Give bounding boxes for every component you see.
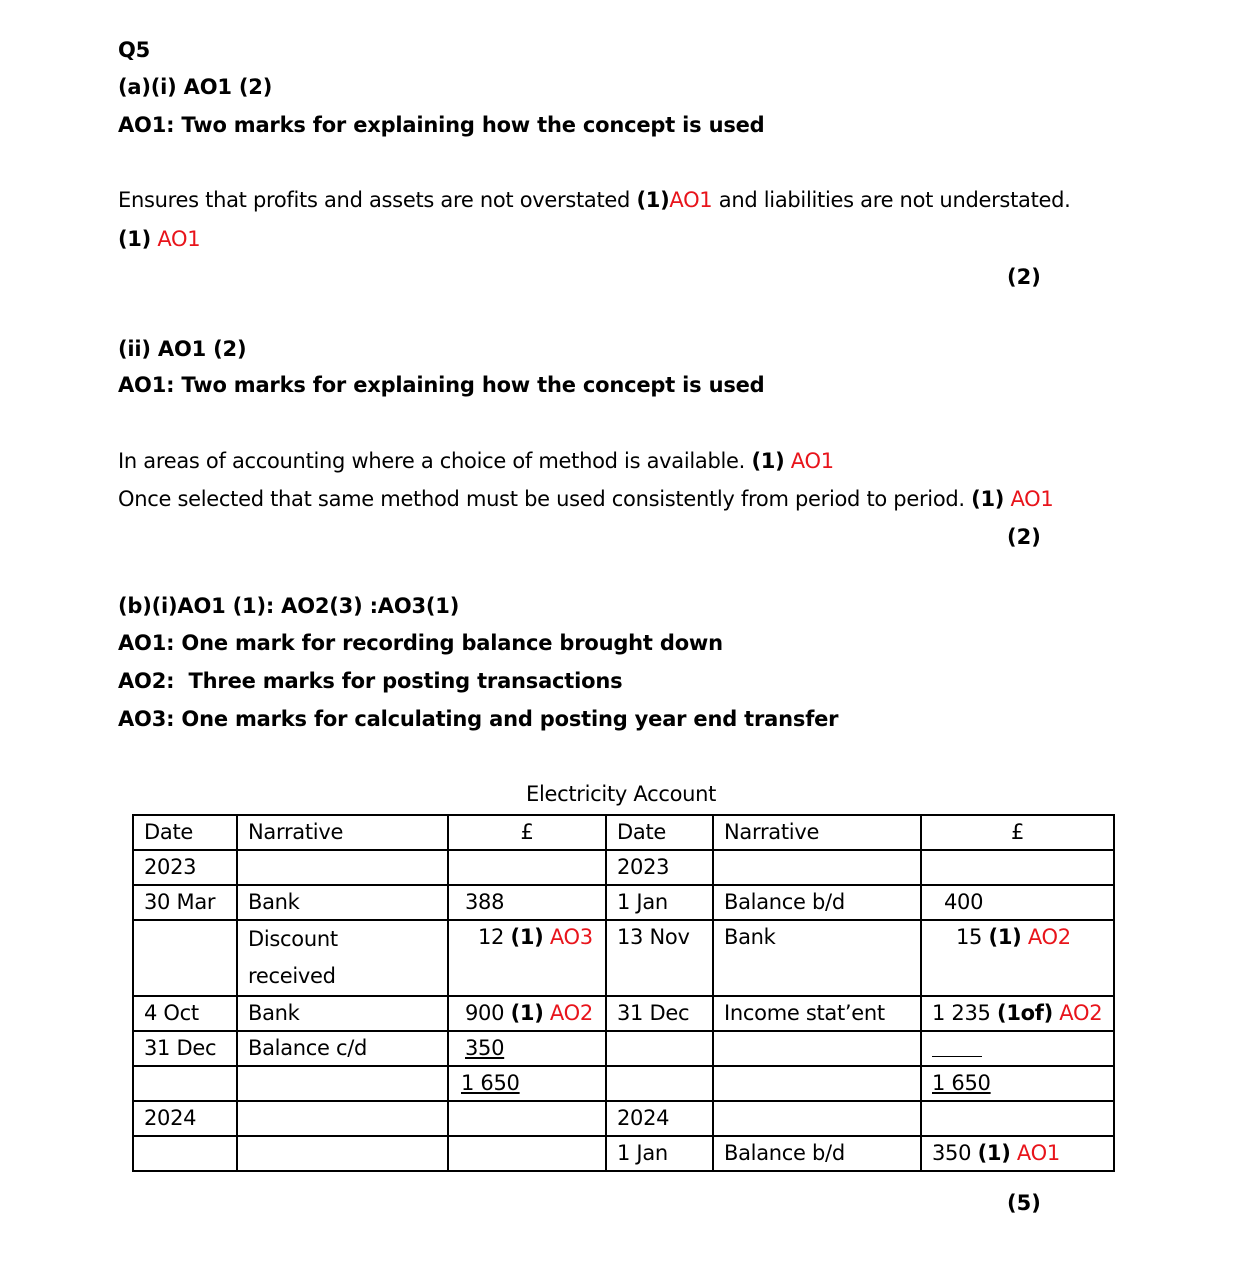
narrative-line: received <box>248 964 336 988</box>
cell-amount <box>921 996 1114 1031</box>
cell-narrative <box>237 850 448 885</box>
table-row <box>133 850 1114 885</box>
cell-date <box>133 920 237 996</box>
cell-narrative: Balance c/d <box>237 1031 448 1066</box>
narrative-line: Discount <box>248 927 338 951</box>
cell-date: 2023 <box>606 850 713 885</box>
cell-date: 4 Oct <box>133 996 237 1031</box>
cell-narrative: Income stat’ent <box>713 996 921 1031</box>
cell-date: 31 Dec <box>133 1031 237 1066</box>
header-amount-credit: £ <box>921 815 1114 850</box>
cell-amount: 388 <box>448 885 606 920</box>
cell-narrative <box>713 1101 921 1136</box>
cell-date <box>606 1066 713 1101</box>
cell-amount <box>448 920 606 996</box>
cell-date: 2024 <box>606 1101 713 1136</box>
part-a-i-answer-line-2 <box>118 227 200 251</box>
answer-text: In areas of accounting where a choice of method is available. <box>118 449 746 473</box>
amount-value: 1 235 <box>932 1001 991 1025</box>
part-b-i-criteria-ao2: AO2: Three marks for posting transactions <box>118 669 623 693</box>
cell-amount <box>921 1136 1114 1171</box>
cell-date <box>133 1136 237 1171</box>
mark-indicator: (1) <box>988 925 1022 949</box>
table-row <box>133 1066 1114 1101</box>
cell-narrative: Bank <box>237 885 448 920</box>
electricity-account-table <box>132 814 1115 1172</box>
mark-indicator: (1) <box>977 1141 1011 1165</box>
ao-code: AO2 <box>549 1001 593 1025</box>
part-b-i-criteria-ao1: AO1: One mark for recording balance brought down <box>118 631 723 655</box>
cell-narrative <box>713 1066 921 1101</box>
question-number: Q5 <box>118 38 151 62</box>
part-a-ii-criteria: AO1: Two marks for explaining how the concept is used <box>118 373 765 397</box>
mark-indicator: (1) <box>510 925 544 949</box>
part-b-i-criteria-ao3: AO3: One marks for calculating and posting year end transfer <box>118 707 839 731</box>
cell-date: 30 Mar <box>133 885 237 920</box>
ao-code: AO1 <box>1010 487 1054 511</box>
cell-amount <box>921 1066 1114 1101</box>
ao-code: AO2 <box>1059 1001 1103 1025</box>
cell-narrative <box>237 1101 448 1136</box>
cell-amount <box>921 850 1114 885</box>
ao-code: AO1 <box>1016 1141 1060 1165</box>
table-row <box>133 1101 1114 1136</box>
part-b-i-header: (b)(i)AO1 (1): AO2(3) :AO3(1) <box>118 594 460 618</box>
ao-code: AO1 <box>790 449 834 473</box>
cell-date <box>133 1066 237 1101</box>
part-a-i-header: (a)(i) AO1 (2) <box>118 75 273 99</box>
part-a-ii-answer-line-2 <box>118 487 1053 511</box>
cell-narrative <box>713 850 921 885</box>
header-narrative-debit: Narrative <box>237 815 448 850</box>
mark-indicator: (1) <box>971 487 1005 511</box>
part-b-i-total-marks: (5) <box>1007 1191 1041 1215</box>
amount-value: 350 <box>932 1141 972 1165</box>
cell-date: 13 Nov <box>606 920 713 996</box>
part-a-i-total-marks: (2) <box>1007 265 1041 289</box>
cell-amount <box>448 1066 606 1101</box>
table-row <box>133 885 1114 920</box>
ao-code: AO3 <box>549 925 593 949</box>
ao-code: AO1 <box>157 227 201 251</box>
total-rule-line <box>932 1056 982 1057</box>
amount-total: 1 650 <box>932 1071 991 1095</box>
cell-narrative <box>713 1031 921 1066</box>
cell-amount <box>921 1031 1114 1066</box>
cell-amount <box>448 850 606 885</box>
cell-narrative <box>237 1136 448 1171</box>
part-a-ii-header: (ii) AO1 (2) <box>118 337 247 361</box>
cell-narrative: Balance b/d <box>713 1136 921 1171</box>
cell-narrative <box>237 1066 448 1101</box>
mark-indicator: (1) <box>751 449 785 473</box>
table-row <box>133 920 1114 996</box>
cell-amount <box>448 996 606 1031</box>
ao-code: AO2 <box>1027 925 1071 949</box>
answer-text: Ensures that profits and assets are not overstated <box>118 188 631 212</box>
cell-amount <box>921 1101 1114 1136</box>
amount-value: 15 <box>956 925 983 949</box>
cell-narrative <box>237 920 448 996</box>
part-a-i-criteria: AO1: Two marks for explaining how the concept is used <box>118 113 765 137</box>
cell-amount <box>448 1031 606 1066</box>
amount-total: 1 650 <box>461 1071 520 1095</box>
cell-amount <box>448 1136 606 1171</box>
header-narrative-credit: Narrative <box>713 815 921 850</box>
cell-date <box>606 1031 713 1066</box>
cell-amount <box>448 1101 606 1136</box>
mark-indicator: (1) <box>510 1001 544 1025</box>
cell-date: 2024 <box>133 1101 237 1136</box>
table-header-row <box>133 815 1114 850</box>
amount-value: 350 <box>465 1036 505 1060</box>
header-amount-debit: £ <box>448 815 606 850</box>
table-row <box>133 1136 1114 1171</box>
amount-value: 900 <box>465 1001 505 1025</box>
part-a-ii-total-marks: (2) <box>1007 525 1041 549</box>
header-date-debit: Date <box>133 815 237 850</box>
answer-text: Once selected that same method must be used consistently from period to period. <box>118 487 965 511</box>
mark-indicator: (1) <box>118 227 151 251</box>
table-row <box>133 996 1114 1031</box>
cell-date: 1 Jan <box>606 1136 713 1171</box>
part-a-ii-answer-line-1 <box>118 449 834 473</box>
cell-amount <box>921 920 1114 996</box>
account-title: Electricity Account <box>526 782 717 806</box>
cell-amount: 400 <box>921 885 1114 920</box>
part-a-i-answer-line-1 <box>118 188 1071 212</box>
cell-narrative: Bank <box>237 996 448 1031</box>
answer-text: and liabilities are not understated. <box>718 188 1071 212</box>
amount-value: 12 <box>478 925 505 949</box>
mark-indicator: (1) <box>636 188 670 212</box>
ao-code: AO1 <box>669 188 713 212</box>
cell-narrative: Balance b/d <box>713 885 921 920</box>
table-row <box>133 1031 1114 1066</box>
cell-date: 2023 <box>133 850 237 885</box>
header-date-credit: Date <box>606 815 713 850</box>
mark-indicator: (1of) <box>997 1001 1053 1025</box>
cell-narrative: Bank <box>713 920 921 996</box>
cell-date: 31 Dec <box>606 996 713 1031</box>
cell-date: 1 Jan <box>606 885 713 920</box>
